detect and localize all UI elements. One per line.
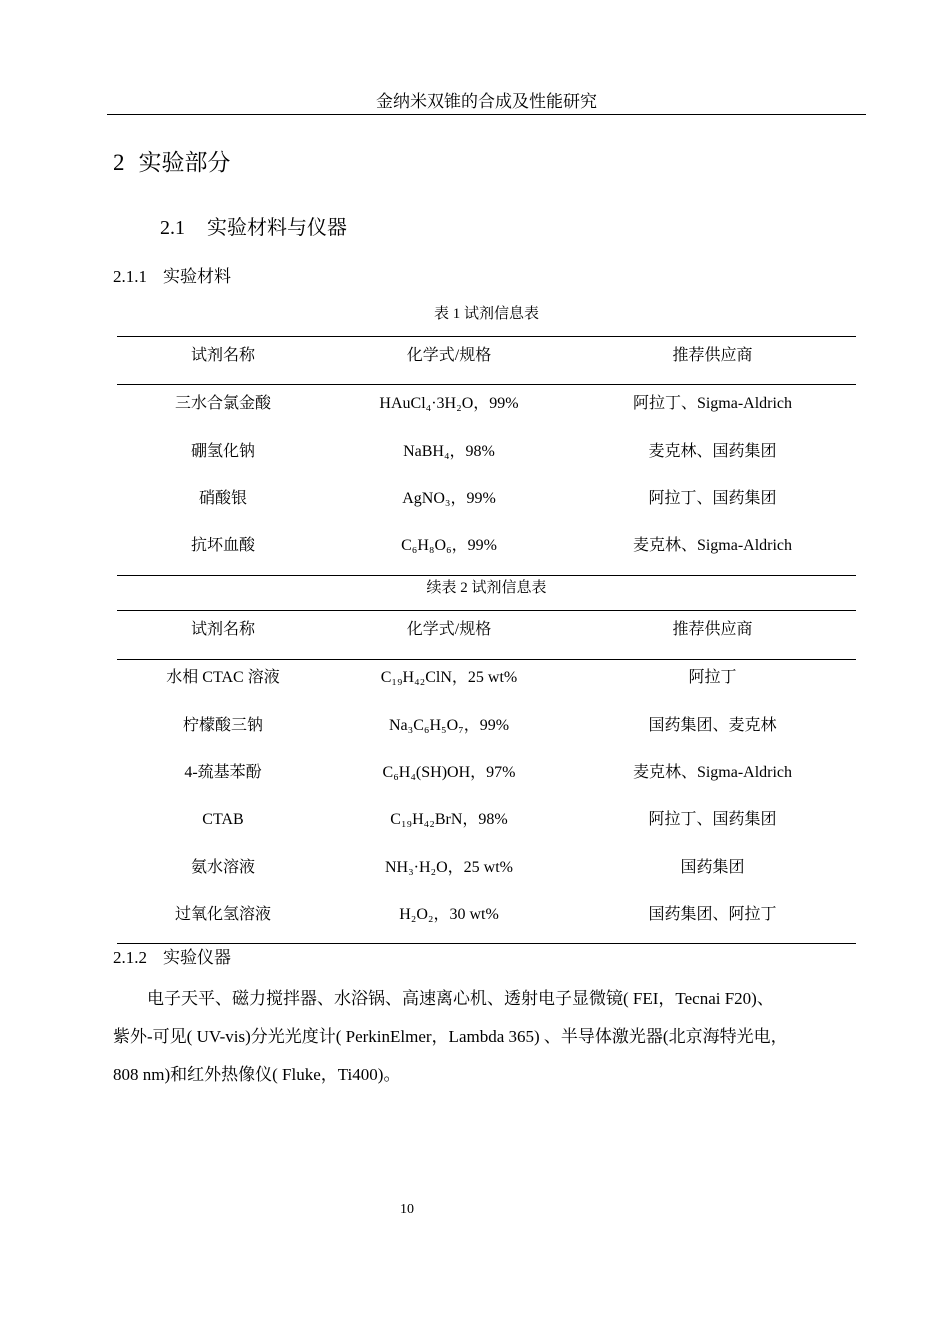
table-row	[117, 805, 856, 835]
table-header-cell: 试剂名称	[190, 347, 255, 364]
table1-header-row	[117, 341, 856, 371]
table2-top-rule	[117, 610, 856, 611]
table-cell: 氨水溶液	[190, 859, 255, 876]
table-cell: AgNO₃，99%	[402, 490, 496, 507]
table-cell: C₆H₈O₆，99%	[401, 537, 497, 554]
table-cell: 阿拉丁	[688, 669, 737, 686]
subsubsection-number: 2.1.2	[113, 948, 147, 967]
table-cell: 麦克林、国药集团	[648, 443, 777, 460]
table-cell: NH₃·H₂O，25 wt%	[384, 859, 514, 876]
running-header	[107, 90, 866, 115]
section-number: 2	[113, 150, 125, 175]
table-row	[117, 484, 856, 514]
paragraph-line: 紫外-可见( UV-vis)分光光度计( PerkinElmer，Lambda 365) 、半导体激光器(北京海特光电，	[113, 1027, 788, 1046]
table-row	[117, 663, 856, 693]
page-number: 10	[400, 1202, 414, 1217]
table-cell: 柠檬酸三钠	[182, 717, 263, 734]
subsection-heading	[160, 214, 347, 242]
table-cell: 硝酸银	[198, 490, 247, 507]
subsubsection-heading-instruments	[113, 946, 231, 970]
table-row	[117, 758, 856, 788]
table-cell: 阿拉丁、Sigma-Aldrich	[632, 395, 793, 412]
table2-caption: 续表 2 试剂信息表	[426, 580, 547, 596]
paragraph-line: 808 nm)和红外热像仪( Fluke，Ti400)。	[113, 1065, 401, 1084]
instruments-paragraph	[113, 980, 873, 1094]
table-cell: Na₃C₆H₅O₇，99%	[388, 717, 510, 734]
table-cell: 阿拉丁、国药集团	[648, 811, 777, 828]
table-cell: NaBH₄，98%	[403, 443, 495, 460]
table-header-cell: 化学式/规格	[406, 621, 492, 638]
table-cell: 硼氢化钠	[190, 443, 255, 460]
table-cell: CTAB	[202, 811, 244, 828]
table-header-cell: 推荐供应商	[672, 347, 753, 364]
table-cell: 抗坏血酸	[190, 537, 255, 554]
table-cell: 三水合氯金酸	[174, 395, 271, 412]
subsubsection-heading-materials	[113, 265, 231, 289]
table-cell: 水相 CTAC 溶液	[166, 669, 280, 686]
table-cell: 过氧化氢溶液	[174, 906, 271, 923]
table-cell: 麦克林、Sigma-Aldrich	[632, 764, 793, 781]
table-header-cell: 推荐供应商	[672, 621, 753, 638]
table-header-cell: 化学式/规格	[406, 347, 492, 364]
table-row	[117, 711, 856, 741]
table1-caption: 表 1 试剂信息表	[433, 306, 539, 322]
table1-top-rule	[117, 336, 856, 337]
table-cell: 国药集团	[680, 859, 745, 876]
subsection-number: 2.1	[160, 217, 185, 239]
table-row	[117, 853, 856, 883]
table1-header-rule	[117, 384, 856, 385]
table-cell: 4-巯基苯酚	[184, 764, 262, 781]
table-cell: C₁₉H₄₂ClN，25 wt%	[380, 669, 518, 686]
table-row	[117, 900, 856, 930]
table-cell: 国药集团、阿拉丁	[648, 906, 777, 923]
table1-bottom-rule	[117, 575, 856, 576]
section-heading	[113, 148, 231, 178]
table-row	[117, 389, 856, 419]
subsubsection-title: 实验仪器	[163, 948, 231, 967]
table-cell: C₆H₄(SH)OH，97%	[382, 764, 516, 781]
table-cell: C₁₉H₄₂BrN，98%	[390, 811, 508, 828]
table-header-cell: 试剂名称	[190, 621, 255, 638]
paragraph-line: 电子天平、磁力搅拌器、水浴锅、高速离心机、透射电子显微镜( FEI，Tecnai F20)、	[113, 989, 774, 1008]
running-header-title: 金纳米双锥的合成及性能研究	[376, 92, 597, 111]
table-row	[117, 437, 856, 467]
table-cell: 阿拉丁、国药集团	[648, 490, 777, 507]
subsubsection-number: 2.1.1	[113, 267, 147, 286]
subsection-title: 实验材料与仪器	[207, 217, 347, 239]
table-cell: 国药集团、麦克林	[648, 717, 777, 734]
table2-header-rule	[117, 659, 856, 660]
table2-header-row	[117, 615, 856, 645]
table-cell: H₂O₂，30 wt%	[399, 906, 499, 923]
section-title: 实验部分	[138, 150, 231, 175]
table-cell: HAuCl₄·3H₂O，99%	[379, 395, 519, 412]
table-row	[117, 531, 856, 561]
subsubsection-title: 实验材料	[163, 267, 231, 286]
table-cell: 麦克林、Sigma-Aldrich	[632, 537, 793, 554]
table2-bottom-rule	[117, 943, 856, 944]
